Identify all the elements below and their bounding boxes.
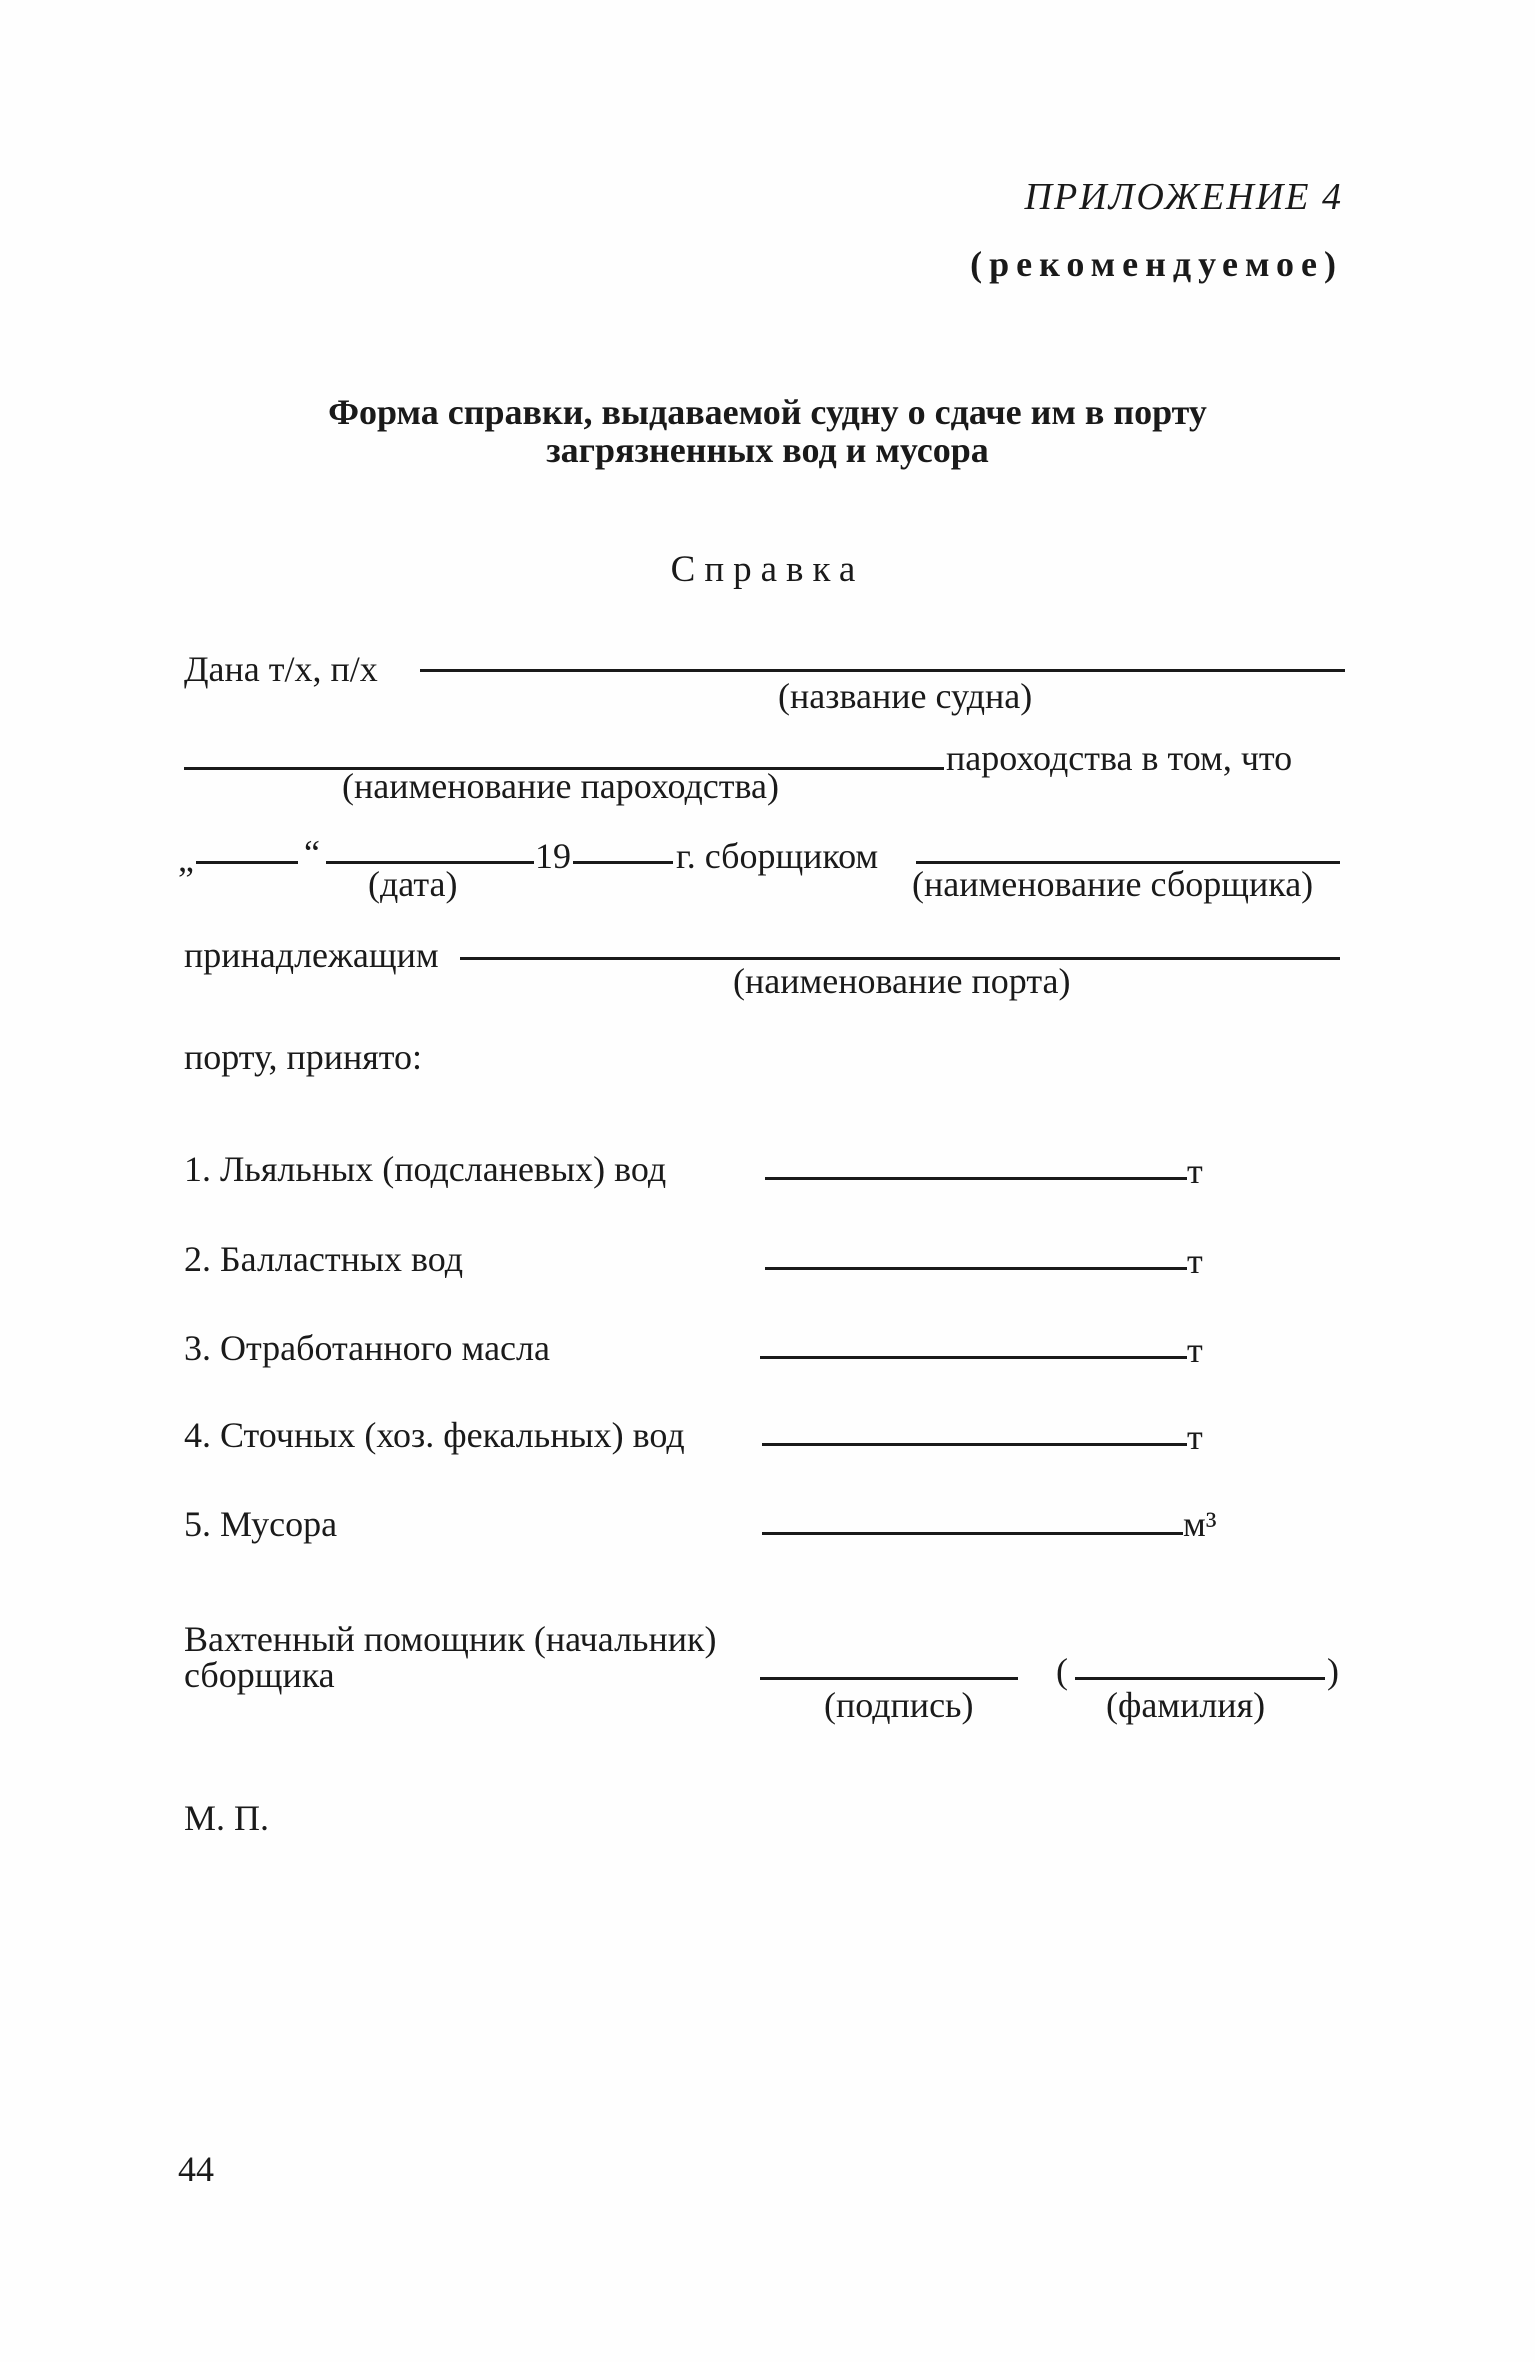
form-title-line1: Форма справки, выдаваемой судну о сдаче им в порту [328,392,1207,432]
item-unit: т [1187,1241,1203,1281]
day-line[interactable] [196,861,298,864]
open-quote: „ [178,839,194,879]
item-value-line[interactable] [765,1177,1187,1180]
list-item: 5. Мусора [184,1504,338,1544]
appendix-note: (рекомендуемое) [970,244,1343,284]
shipping-company-caption: (наименование пароходства) [342,766,779,806]
ship-name-line[interactable] [420,669,1345,672]
page-number: 44 [178,2149,214,2189]
item-value-line[interactable] [765,1267,1187,1270]
year-line[interactable] [573,861,673,864]
item-unit: т [1187,1330,1203,1370]
item-unit: т [1187,1151,1203,1191]
list-item: 4. Сточных (хоз. фекальных) вод [184,1415,685,1455]
doc-title: Справка [670,549,865,590]
signature-role-line1: Вахтенный помощник (начальник) [184,1619,717,1659]
issued-to-label: Дана т/х, п/х [184,649,378,689]
surname-close-paren: ) [1327,1651,1339,1691]
item-value-line[interactable] [760,1356,1187,1359]
signature-line[interactable] [760,1677,1018,1680]
surname-open-paren: ( [1056,1651,1068,1691]
belonging-to-label: принадлежащим [184,935,439,975]
port-caption: (наименование порта) [733,961,1071,1001]
signature-role-line2: сборщика [184,1655,335,1695]
item-value-line[interactable] [762,1532,1183,1535]
list-item: 2. Балластных вод [184,1239,464,1279]
surname-line[interactable] [1075,1677,1325,1680]
surname-caption: (фамилия) [1106,1685,1266,1725]
form-title-line2: загрязненных вод и мусора [546,430,989,470]
ship-name-caption: (название судна) [778,676,1033,716]
year-suffix: г. сборщиком [676,836,879,876]
collector-caption: (наименование сборщика) [912,864,1314,904]
year-prefix: 19 [535,836,571,876]
item-value-line[interactable] [762,1443,1187,1446]
list-item: 3. Отработанного масла [184,1328,550,1368]
list-item: 1. Льяльных (подсланевых) вод [184,1149,667,1189]
signature-caption: (подпись) [824,1685,974,1725]
stamp-label: М. П. [184,1798,270,1838]
item-unit: м³ [1183,1504,1217,1544]
item-unit: т [1187,1417,1203,1457]
date-caption: (дата) [368,864,458,904]
accepted-label: порту, принято: [184,1037,423,1077]
shipping-company-suffix: пароходства в том, что [946,738,1293,778]
close-quote: “ [304,833,320,873]
appendix-title: ПРИЛОЖЕНИЕ 4 [1024,176,1343,218]
